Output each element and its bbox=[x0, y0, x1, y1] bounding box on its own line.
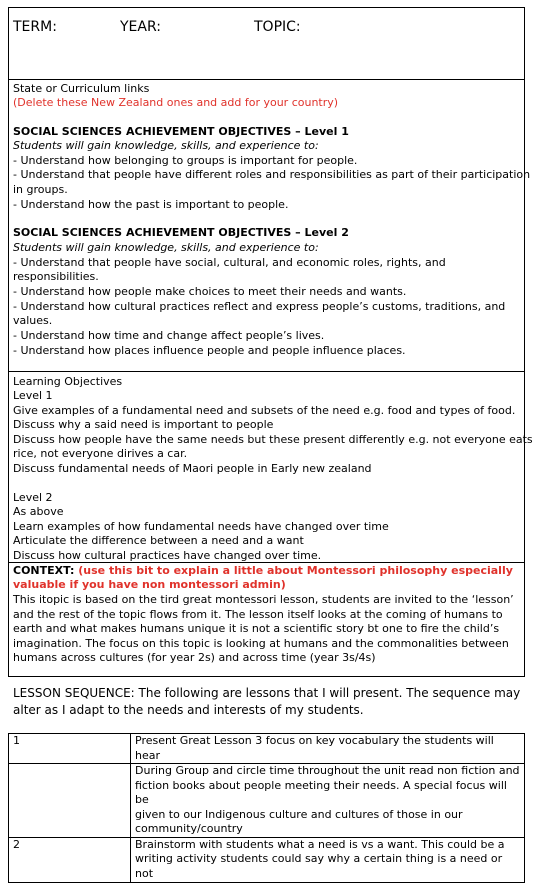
objective-line: Discuss fundamental needs of Maori people in Early new zealand bbox=[13, 462, 372, 475]
objective-line: Learning Objectives bbox=[13, 375, 123, 388]
context-line: This itopic is based on the tird great montessori lesson, students are invited to the ‘lesson’ bbox=[13, 593, 514, 606]
context-note: (use this bit to explain a little about Montessori philosophy especially bbox=[74, 564, 513, 577]
lesson-number: 1 bbox=[9, 734, 131, 764]
objective-line: As above bbox=[13, 505, 64, 518]
row-divider bbox=[9, 371, 524, 372]
level1-item: - Understand how belonging to groups is important for people. bbox=[13, 154, 358, 167]
objective-line: Level 1 bbox=[13, 389, 53, 402]
lesson-line: Brainstorm with students what a need is vs a want. This could be a bbox=[135, 837, 505, 851]
row-divider bbox=[9, 79, 524, 80]
level2-item: - Understand how places influence people and people influence places. bbox=[13, 344, 406, 357]
level1-item: - Understand how the past is important to people. bbox=[13, 198, 289, 211]
context-line: imagination. The focus on this topic is looking at humans and the commonalities between bbox=[13, 637, 509, 650]
context-line: and the rest of the topic flows from it. The lesson itself looks at the coming of humans to bbox=[13, 608, 503, 621]
lesson-description bbox=[131, 837, 525, 882]
level1-heading-level: – Level 1 bbox=[291, 125, 349, 138]
lesson-number: 2 bbox=[9, 837, 131, 882]
context-label: CONTEXT: bbox=[13, 564, 75, 577]
context-heading bbox=[13, 564, 513, 578]
objective-line: Discuss how people have the same needs but these present differently e.g. not everyone eats bbox=[13, 433, 533, 446]
context-line: humans across cultures (for year 2s) and across time (year 3s/4s) bbox=[13, 651, 376, 664]
lesson-line: Present Great Lesson 3 focus on key vocabulary the students will hear bbox=[135, 734, 494, 762]
lesson-line: fiction books about people meeting their needs. A special focus will be bbox=[135, 778, 507, 806]
lesson-line: community/country bbox=[135, 822, 243, 835]
level2-item: values. bbox=[13, 314, 53, 327]
objective-line: Learn examples of how fundamental needs have changed over time bbox=[13, 520, 389, 533]
level2-item: - Understand how people make choices to meet their needs and wants. bbox=[13, 285, 407, 298]
year-label: YEAR: bbox=[120, 19, 161, 35]
table-row bbox=[9, 734, 525, 764]
objective-line: Level 2 bbox=[13, 491, 53, 504]
level2-item: - Understand how time and change affect people’s lives. bbox=[13, 329, 325, 342]
level1-intro: Students will gain knowledge, skills, and experience to: bbox=[13, 139, 319, 152]
level2-heading bbox=[13, 226, 349, 240]
sequence-intro: LESSON SEQUENCE: The following are lessons that I will present. The sequence may bbox=[13, 686, 521, 700]
lesson-line: During Group and circle time throughout the unit read non fiction and bbox=[135, 764, 520, 777]
context-line: earth and what makes humans unique it is not a scientific story bt one to fire the child’s bbox=[13, 622, 500, 635]
level2-item: - Understand how cultural practices reflect and express people’s customs, traditions, and bbox=[13, 300, 506, 313]
lesson-description bbox=[131, 734, 525, 764]
lesson-line: writing activity students could say why a certain thing is a need or not bbox=[135, 852, 503, 880]
planner-table bbox=[8, 7, 533, 677]
lesson-sequence-table bbox=[8, 733, 525, 883]
level1-item: - Understand that people have different roles and responsibilities as part of their participation bbox=[13, 168, 531, 181]
level1-heading-text: SOCIAL SCIENCES ACHIEVEMENT OBJECTIVES bbox=[13, 125, 292, 138]
level2-heading-level: – Level 2 bbox=[291, 226, 349, 239]
term-label: TERM: bbox=[13, 19, 57, 35]
topic-label: TOPIC: bbox=[254, 19, 301, 35]
row-divider bbox=[9, 562, 524, 563]
lesson-line: given to our Indigenous culture and cultures of those in our bbox=[135, 807, 463, 821]
level2-heading-text: SOCIAL SCIENCES ACHIEVEMENT OBJECTIVES bbox=[13, 226, 292, 239]
objective-line: Discuss how cultural practices have changed over time. bbox=[13, 549, 322, 562]
objective-line: Give examples of a fundamental need and subsets of the need e.g. food and types of food. bbox=[13, 404, 516, 417]
objective-line: rice, not everyone dirives a car. bbox=[13, 447, 188, 460]
links-note: (Delete these New Zealand ones and add for your country) bbox=[13, 96, 339, 109]
objective-line: Discuss why a said need is important to people bbox=[13, 418, 274, 431]
level1-item: in groups. bbox=[13, 183, 68, 196]
level1-heading bbox=[13, 125, 349, 139]
level2-item: responsibilities. bbox=[13, 270, 99, 283]
sequence-intro: alter as I adapt to the needs and interests of my students. bbox=[13, 703, 364, 717]
lesson-number bbox=[9, 764, 131, 838]
objective-line: Articulate the difference between a need and a want bbox=[13, 534, 304, 547]
table-row bbox=[9, 764, 525, 838]
level2-item: - Understand that people have social, cultural, and economic roles, rights, and bbox=[13, 256, 446, 269]
level2-intro: Students will gain knowledge, skills, and experience to: bbox=[13, 241, 319, 254]
table-row bbox=[9, 837, 525, 882]
links-title: State or Curriculum links bbox=[13, 82, 150, 95]
lesson-description bbox=[131, 764, 525, 838]
context-note-cont: valuable if you have non montessori admin) bbox=[13, 578, 286, 591]
